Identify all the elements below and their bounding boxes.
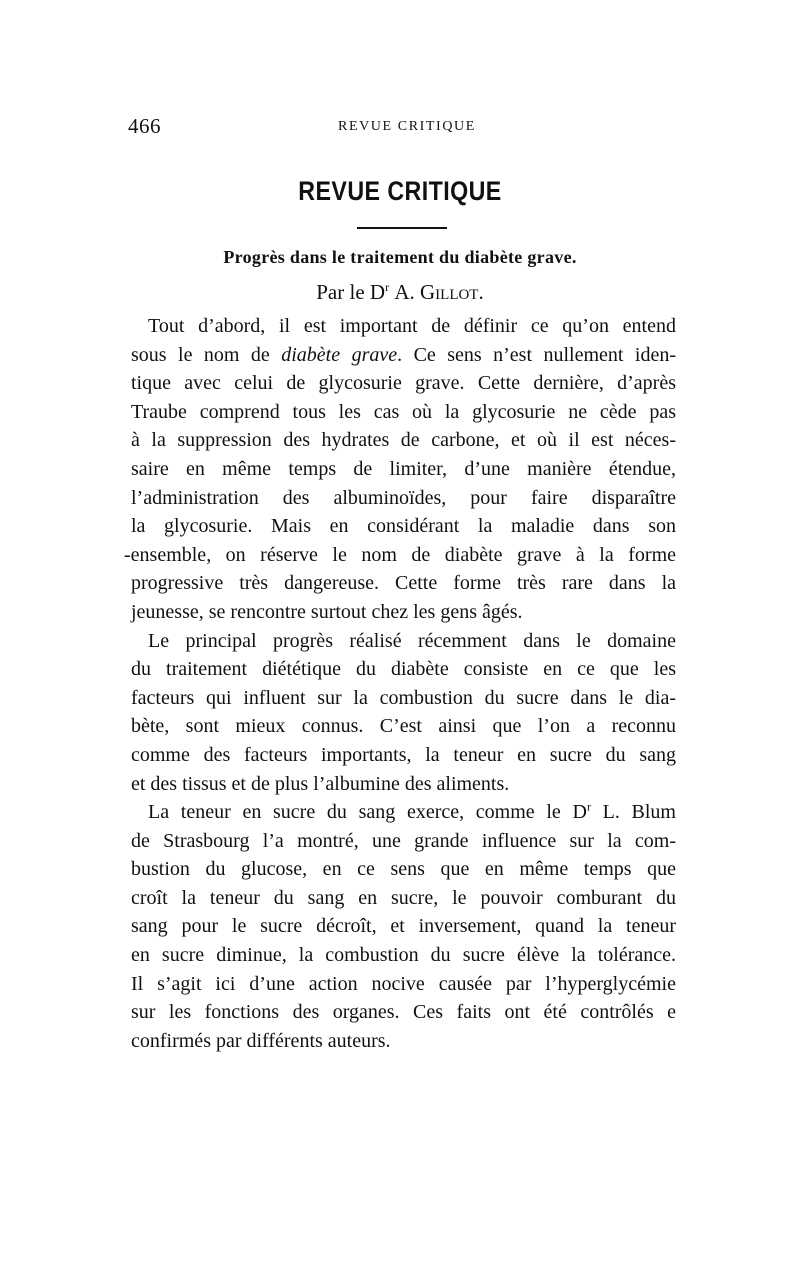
text-line: l’administration des albuminoïdes, pour faire disparaître: [131, 486, 676, 509]
text-line: croît la teneur du sang en sucre, le pouvoir comburant du: [131, 886, 676, 909]
text-segment: sous le nom de: [131, 343, 270, 366]
text-line: et des tissus et de plus l’albumine des aliments.: [131, 772, 510, 795]
emphasis-text: diabète grave: [281, 343, 398, 366]
text-line: sur les fonctions des organes. Ces faits ont été contrôlés e: [131, 1001, 676, 1024]
byline: [0, 280, 800, 305]
text-line: en sucre diminue, la combustion du sucre élève la tolérance.: [131, 944, 676, 967]
author-name: A. Gillot.: [394, 280, 484, 304]
text-line: confirmés par différents auteurs.: [131, 1029, 391, 1052]
text-line: comme des facteurs importants, la teneur en sucre du sang: [131, 743, 676, 766]
text-line: [131, 341, 676, 370]
text-line: facteurs qui influent sur la combustion du sucre dans le dia-: [131, 686, 676, 709]
text-line: Il s’agit ici d’une action nocive causée par l’hyperglycémie: [131, 972, 676, 995]
text-line: saire en même temps de limiter, d’une manière étendue,: [131, 457, 676, 480]
text-line: jeunesse, se rencontre surtout chez les gens âgés.: [131, 600, 523, 623]
text-line: la glycosurie. Mais en considérant la maladie dans son: [131, 515, 676, 538]
text-segment: . Ce sens n’est nullement iden-: [397, 343, 676, 366]
running-title: REVUE CRITIQUE: [338, 119, 476, 134]
text-segment: L. Blum: [590, 801, 676, 824]
text-line: bète, sont mieux connus. C’est ainsi que l’on a reconnu: [131, 715, 676, 738]
superscript: r: [586, 799, 591, 814]
text-line: Tout d’abord, il est important de définir ce qu’on entend: [148, 315, 676, 337]
title-rule: [357, 227, 447, 229]
text-line: -ensemble, on réserve le nom de diabète grave à la forme: [124, 543, 676, 566]
article-title: Progrès dans le traitement du diabète grave.: [223, 247, 577, 267]
text-line: tique avec celui de glycosurie grave. Cette dernière, d’après: [131, 372, 676, 395]
text-segment: La teneur en sucre du sang exerce, comme le D: [148, 801, 587, 824]
text-line: Le principal progrès réalisé récemment dans le domaine: [148, 629, 676, 652]
text-line: sang pour le sucre décroît, et inversement, quand la teneur: [131, 915, 676, 938]
page-number: 466: [128, 114, 161, 138]
text-line: à la suppression des hydrates de carbone, et où il est néces-: [131, 429, 676, 452]
byline-prefix: Par le D: [316, 280, 386, 304]
byline-superscript: r: [385, 280, 390, 294]
article-body: [124, 312, 676, 1055]
text-line: de Strasbourg l’a montré, une grande influence sur la com-: [131, 829, 676, 852]
running-header: [128, 114, 678, 138]
text-line: bustion du glucose, en ce sens que en même temps que: [131, 858, 676, 881]
section-title: REVUE CRITIQUE: [298, 176, 502, 206]
text-line: Traube comprend tous les cas où la glycosurie ne cède pas: [131, 400, 676, 423]
text-line: progressive très dangereuse. Cette forme très rare dans la: [131, 572, 676, 595]
text-line: [131, 798, 676, 827]
text-line: du traitement diététique du diabète consiste en ce que les: [131, 658, 676, 681]
